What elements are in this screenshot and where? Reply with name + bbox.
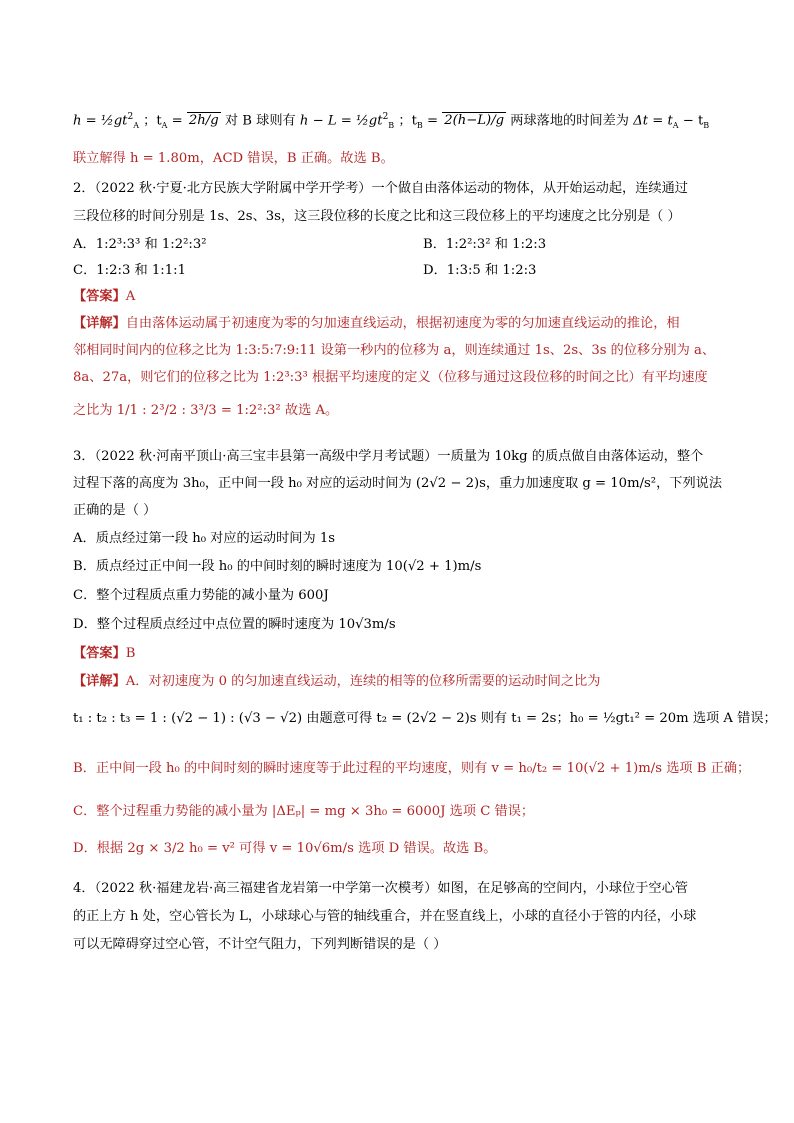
q3-detail-line-5: D．根据 2g × 3/2 h₀ = v² 可得 v = 10√6m/s 选项 D 错误。故选 B。 (73, 841, 497, 856)
answer-tag: 【答案】 (73, 289, 126, 304)
q3-detail-line-3: B．正中间一段 h₀ 的中间时刻的瞬时速度等于此过程的平均速度，则有 v = h₀/t₂ = 10(√2 + 1)m/s 选项 B 正确； (73, 761, 751, 776)
q2-answer (73, 288, 738, 306)
q2-stem-line-1: 2．（2022 秋·宁夏·北方民族大学附属中学开学考）一个做自由落体运动的物体，从开始运动起，连续通过 (73, 181, 688, 196)
q2-detail-line-2: 邻相同时间内的位移之比为 1:3:5:7:9:11 设第一秒内的位移为 a，则连续通过 1s、2s、3s 的位移分别为 a、 (73, 343, 716, 358)
q3-option-b: B．质点经过正中间一段 h₀ 的中间时刻的瞬时速度为 10(√2 + 1)m/s (73, 559, 482, 574)
q2-options-row-2 (73, 262, 738, 280)
q3-option-d: D．整个过程质点经过中点位置的瞬时速度为 10√3m/s (73, 617, 396, 632)
q4-stem-line-1: 4．（2022 秋·福建龙岩·高三福建省龙岩第一中学第一次模考）如图，在足够高的空间内，小球位于空心管 (73, 881, 688, 896)
q3-stem-line-1: 3．（2022 秋·河南平顶山·高三宝丰县第一高级中学月考试题）一质量为 10kg 的质点做自由落体运动，整个 (73, 449, 704, 464)
q3-detail-line-2: t₁ : t₂ : t₃ = 1 : (√2 − 1) : (√3 − √2) 由题意可得 t₂ = (2√2 − 2)s 则有 t₁ = 2s；h₀ = ½gt₁² = 20m 选项 A 错误； (73, 711, 777, 726)
q2-option-b: B．1:2²:3² 和 1:2:3 (423, 237, 547, 252)
q3-detail-line-1 (73, 673, 738, 691)
detail-tag: 【详解】 (73, 674, 126, 689)
q2-detail-line-3: 8a、27a，则它们的位移之比为 1:2³:3³ 根据平均速度的定义（位移与通过这段位移的时间之比）有平均速度 (73, 370, 708, 385)
q3-stem-line-2: 过程下落的高度为 3h₀，正中间一段 h₀ 对应的运动时间为 (2√2 − 2)s，重力加速度取 g = 10m/s²，下列说法 (73, 476, 723, 491)
answer-value: B (125, 646, 136, 661)
q4-stem-line-2: 的正上方 h 处，空心管长为 L，小球球心与管的轴线重合，并在竖直线上，小球的直径小于管的内径，小球 (73, 909, 697, 924)
q3-answer (73, 645, 738, 663)
formula-part: Δt = t (633, 113, 673, 129)
answer-tag: 【答案】 (73, 646, 126, 661)
formula-line: $h = \frac{1}{2}gt^2_A$ ；$t_A = 2h/g$ 对 B 球则有 $h - L = \frac{1}{2}gt^2_B$ ；$t_B = 2(h-L)/g$ 两球落地的时间差为 $\Delta t = t_A - t_B$ (73, 112, 710, 131)
conclusion-line: 联立解得 h = 1.80m，ACD 错误，B 正确。故选 B。 (73, 151, 394, 166)
formula-part: h = ½gt (73, 113, 128, 129)
q3-stem-line-3: 正确的是（ ） (73, 503, 157, 518)
detail-tag: 【详解】 (73, 316, 126, 331)
formula-part: ；t (398, 113, 417, 129)
answer-value: A (125, 289, 136, 304)
q2-option-a: A．1:2³:3³ 和 1:2²:3² (73, 237, 207, 252)
formula-part: ；t (143, 113, 162, 129)
q2-detail-line-4: 之比为 1/1 : 2³/2 : 3³/3 = 1:2²:3² 故选 A。 (73, 403, 339, 418)
formula-part: 两球落地的时间差为 (510, 113, 629, 129)
formula-part: h − L = ½gt (299, 113, 383, 129)
detail-text: 自由落体运动属于初速度为零的匀加速直线运动，根据初速度为零的匀加速直线运动的推论，相 (125, 316, 680, 331)
q2-detail-line-1 (73, 315, 738, 333)
q3-option-c: C．整个过程质点重力势能的减小量为 600J (73, 588, 329, 603)
q3-detail-line-4: C．整个过程重力势能的减小量为 |ΔEₚ| = mg × 3h₀ = 6000J 选项 C 错误； (73, 804, 535, 819)
q2-stem-line-2: 三段位移的时间分别是 1s、2s、3s，这三段位移的长度之比和这三段位移上的平均速度之比分别是（ ） (73, 209, 681, 224)
q2-options-row-1 (73, 236, 738, 254)
q4-stem-line-3: 可以无障碍穿过空心管，不计空气阻力，下列判断错误的是（ ） (73, 937, 447, 952)
detail-text: A．对初速度为 0 的匀加速直线运动，连续的相等的位移所需要的运动时间之比为 (125, 674, 601, 689)
q2-option-d: D．1:3:5 和 1:2:3 (423, 263, 537, 278)
q3-option-a: A．质点经过第一段 h₀ 对应的运动时间为 1s (73, 531, 336, 546)
q2-option-c: C．1:2:3 和 1:1:1 (73, 263, 186, 278)
formula-part: 对 B 球则有 (224, 113, 296, 129)
